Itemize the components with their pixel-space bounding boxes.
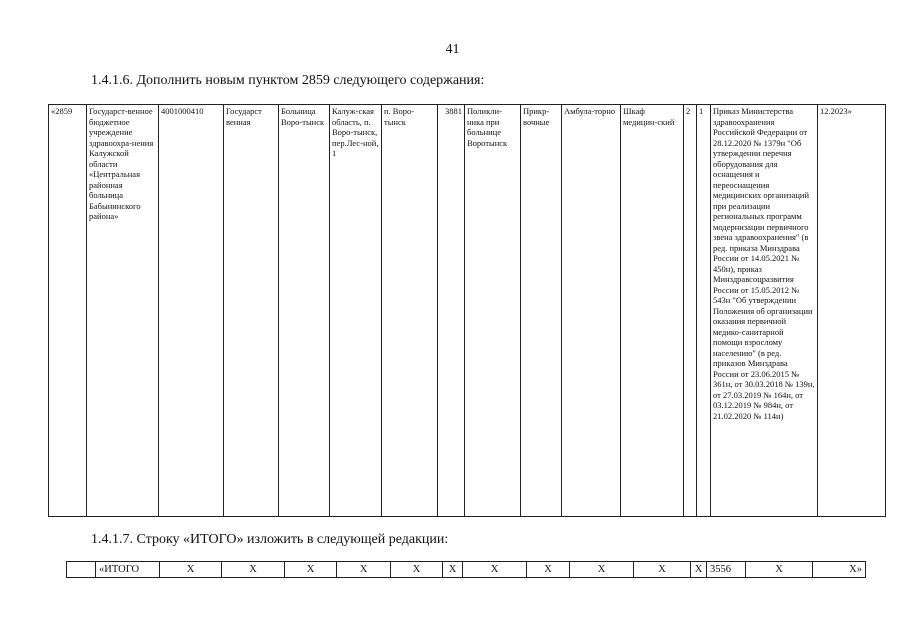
total-cell: Х bbox=[746, 562, 813, 578]
cell-organization: Государст-венное бюджетное учреждение здравоохра-нения Калужской области «Центральная районная больница Бабынинского района» bbox=[87, 105, 159, 517]
total-cell: Х bbox=[527, 562, 570, 578]
cell-facility: Больница Воро-тынск bbox=[279, 105, 330, 517]
heading-total-row: 1.4.1.7. Строку «ИТОГО» изложить в следующей редакции: bbox=[91, 532, 449, 547]
total-cell: Х bbox=[222, 562, 285, 578]
page-number: 41 bbox=[445, 42, 460, 57]
cell-legal-basis: Приказ Министерства здравоохранения Российской Федерации от 28.12.2020 № 1379н "Об утверждении перечня оборудования для оснащения и переоснащения медицинских организаций при реализации региональных программ модернизации первичного звена здравоохранения" (в ред. приказа Минздрава России от 14.05.2021 № 450н), приказ Минздравсоцразвития России от 15.05.2012 № 543н "Об утверждении Положения об организации оказания первичной медико-санитарной помощи взрослому населению" (в ред. приказов Минздрава России от 23.06.2015 № 361н, от 30.03.2018 № 139н, от 27.03.2019 № 164н, от 03.12.2019 № 984н, от 21.02.2020 № 114н) bbox=[711, 105, 818, 517]
cell-unit: Поликли-ника при больнице Воротынск bbox=[465, 105, 521, 517]
cell-care-condition: Амбула-торно bbox=[562, 105, 621, 517]
total-table bbox=[66, 561, 866, 578]
total-cell: Х bbox=[285, 562, 337, 578]
total-cell: Х bbox=[463, 562, 527, 578]
table-row bbox=[49, 105, 886, 517]
total-cell bbox=[67, 562, 96, 578]
total-cell: Х bbox=[337, 562, 391, 578]
cell-type: Прикр-вочные bbox=[521, 105, 562, 517]
total-cell: Х bbox=[691, 562, 707, 578]
cell-number: «2859 bbox=[49, 105, 87, 517]
total-value: 3556 bbox=[707, 562, 746, 578]
cell-qty-2: 1 bbox=[697, 105, 711, 517]
cell-code: 3881 bbox=[438, 105, 465, 517]
cell-qty-1: 2 bbox=[684, 105, 697, 517]
cell-locality: п. Воро-тынск bbox=[382, 105, 438, 517]
cell-deadline: 12.2023» bbox=[818, 105, 886, 517]
table-row bbox=[67, 562, 866, 578]
total-cell: Х bbox=[570, 562, 634, 578]
total-label: «ИТОГО bbox=[96, 562, 160, 578]
total-cell: Х bbox=[443, 562, 463, 578]
total-cell: Х bbox=[160, 562, 222, 578]
cell-inn: 4001000410 bbox=[159, 105, 224, 517]
cell-equipment: Шкаф медицин-ский bbox=[621, 105, 684, 517]
heading-add-item: 1.4.1.6. Дополнить новым пунктом 2859 следующего содержания: bbox=[91, 73, 485, 88]
cell-address: Калуж-ская область, п. Воро-тынск, пер.Лес-ной, 1 bbox=[330, 105, 382, 517]
total-cell: Х bbox=[391, 562, 443, 578]
total-cell: Х» bbox=[813, 562, 866, 578]
item-2859-table bbox=[48, 104, 886, 517]
total-cell: Х bbox=[634, 562, 691, 578]
cell-ownership: Государст венная bbox=[224, 105, 279, 517]
